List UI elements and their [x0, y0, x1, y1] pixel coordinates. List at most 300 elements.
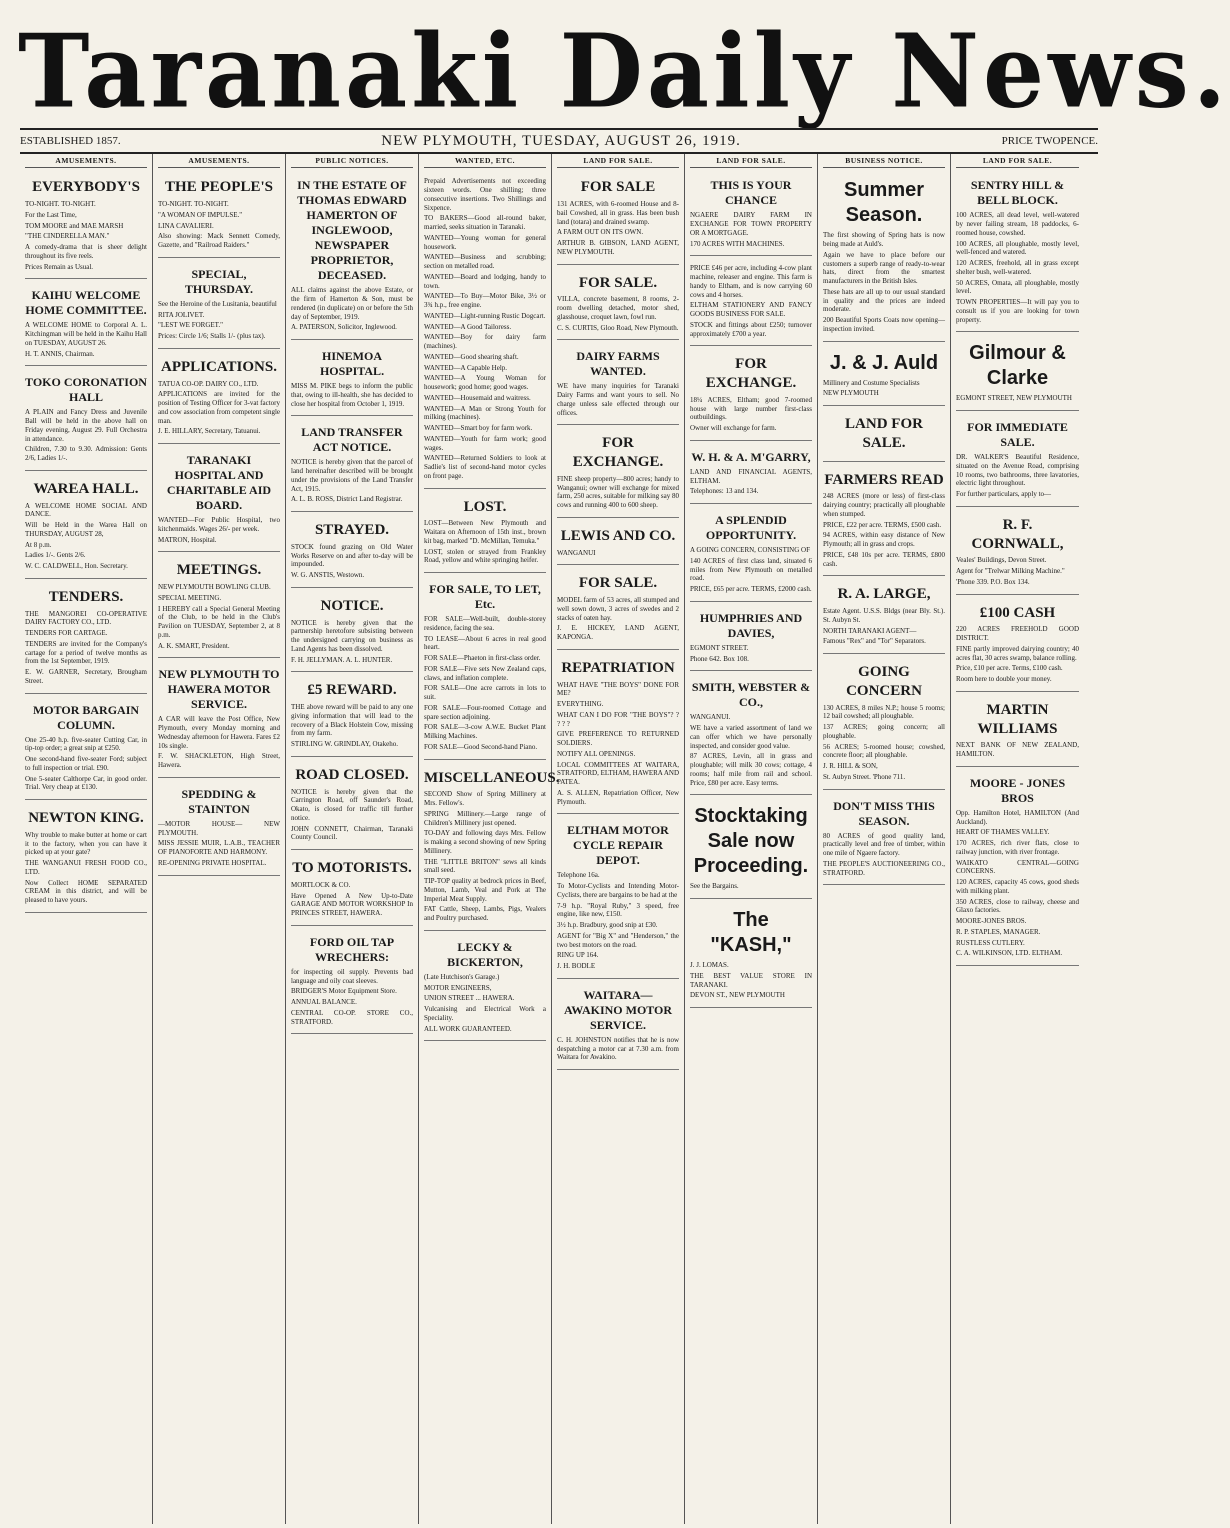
ad-title: ROAD CLOSED.	[295, 766, 409, 783]
ad-title: MEETINGS.	[176, 562, 262, 579]
ad-text: LOST—Between New Plymouth and Waitara on Afternoon of 15th inst., brown kit bag, marked "D. McMillan, Temuka."	[424, 519, 546, 545]
ad-title: MARTIN WILLIAMS	[977, 701, 1058, 737]
ad-text: One 5-seater Calthorpe Car, in good order. Trial. Very cheap at £130.	[25, 774, 147, 792]
ad-text: WANTED—Youth for farm work; good wages.	[424, 434, 546, 452]
advertisement	[25, 803, 147, 913]
ad-text: 170 ACRES WITH MACHINES.	[690, 239, 785, 248]
ad-text: ANNUAL BALANCE.	[291, 998, 357, 1007]
advertisement	[823, 409, 945, 462]
ad-text: 100 ACRES, all dead level, well-watered by never failing stream, 18 paddocks, 6-roomed house, cowshed.	[956, 211, 1079, 237]
ad-text: 80 ACRES of good quality land, practically level and free of timber, within one mile of Ngaere factory.	[823, 831, 945, 858]
ad-text: MATRON, Hospital.	[158, 535, 217, 544]
ad-title: DAIRY FARMS WANTED.	[576, 349, 660, 379]
ad-text: The first showing of Spring hats is now being made at Auld's.	[823, 231, 945, 249]
ad-text: W. C. CALDWELL, Hon. Secretary.	[25, 562, 128, 571]
ad-text: H. T. ANNIS, Chairman.	[25, 349, 95, 358]
ad-text: Why trouble to make butter at home or cart it to the factory, when you can have it picked up at your gate?	[25, 830, 147, 857]
ad-text: EVERYTHING.	[557, 700, 604, 709]
advertisement	[557, 568, 679, 650]
ad-text: 170 ACRES, rich river flats, close to railway junction, with river frontage.	[956, 839, 1079, 856]
ad-title: J. & J. Auld	[829, 351, 939, 374]
ad-text: J. J. LOMAS.	[690, 961, 729, 970]
ad-text: NORTH TARANAKI AGENT—	[823, 626, 917, 635]
ad-title: HUMPHRIES AND DAVIES,	[699, 610, 803, 640]
ad-text: A WELCOME HOME to Corporal A. L. Kitchingman will be held in the Kaihu Hall on TUESDAY, AUGUST 26.	[25, 321, 147, 347]
ad-title: FOR SALE	[580, 179, 656, 196]
advertisement	[424, 492, 546, 574]
ad-title: APPLICATIONS.	[161, 358, 277, 375]
advertisement	[823, 172, 945, 341]
advertisement	[690, 444, 812, 504]
ad-text: FOR SALE—Well-built, double-storey residence, facing the sea.	[424, 615, 546, 632]
advertisement	[557, 653, 679, 815]
ad-text: LINA CAVALIERI.	[158, 221, 214, 230]
ad-text: WANTED—Light-running Rustic Dogcart.	[424, 311, 546, 320]
masthead-title: Taranaki Daily News.	[18, 12, 1230, 131]
ad-text: Vulcanising and Electrical Work a Speciality.	[424, 1005, 546, 1022]
advertisement	[291, 515, 413, 588]
ad-text: MORTLOCK & CO.	[291, 880, 351, 889]
ad-title: R. A. LARGE,	[837, 586, 931, 603]
ad-text: W. G. ANSTIS, Westown.	[291, 571, 365, 580]
advertisement	[690, 349, 812, 441]
ad-text: MOTOR ENGINEERS,	[424, 983, 492, 992]
ad-text: A. L. B. ROSS, District Land Registrar.	[291, 495, 403, 504]
ad-title: FOR EXCHANGE.	[572, 435, 664, 471]
ad-text: 220 ACRES FREEHOLD GOOD DISTRICT.	[956, 625, 1079, 643]
ad-text: ELTHAM STATIONERY AND FANCY GOODS BUSINESS FOR SALE.	[690, 301, 812, 319]
ad-text: BRIDGER'S Motor Equipment Store.	[291, 987, 397, 996]
advertisement	[291, 343, 413, 416]
column-heading: LAND FOR SALE.	[557, 154, 679, 168]
ad-text: Telephone 16a.	[557, 871, 600, 880]
ad-text: 56 ACRES; 5-roomed house; cowshed, concrete floor; all ploughable.	[823, 742, 945, 760]
ad-title: KAIHU WELCOME HOME COMMITTEE.	[25, 288, 147, 318]
advertisement	[956, 598, 1079, 692]
ad-text: (Late Hutchison's Garage.)	[424, 972, 500, 981]
ad-title: ELTHAM MOTOR CYCLE REPAIR DEPOT.	[567, 823, 669, 868]
ad-title: NEW PLYMOUTH TO HAWERA MOTOR SERVICE.	[158, 667, 280, 712]
ad-text: FINE sheep property—800 acres; handy to Wanganui; owner will exchange for mixed farm, 250 acres, suitable for milking say 80 cows and running 400 to 600 sheep.	[557, 474, 679, 510]
ad-text: CENTRAL CO-OP. STORE CO., STRATFORD.	[291, 1008, 413, 1026]
ad-text: 131 ACRES, with 6-roomed House and 8-bail Cowshed, all in grass. Has been bush land (totara) and drained swamp.	[557, 200, 679, 226]
ad-text: THE MANGOREI CO-OPERATIVE DAIRY FACTORY CO., LTD.	[25, 609, 147, 627]
ad-title: THE PEOPLE'S	[165, 179, 273, 196]
ad-title: GOING CONCERN	[846, 664, 922, 699]
ad-text: TO-DAY and following days Mrs. Fellow is making a second showing of new Spring Millinery.	[424, 829, 546, 855]
column-5	[552, 154, 685, 1524]
ad-text: J. H. BODLE	[557, 962, 596, 971]
ad-text: PRICE, £22 per acre. TERMS, £500 cash.	[823, 520, 942, 529]
ad-text: FINE partly improved dairying country; 40 acres flat, 30 acres swamp, balance rolling.	[956, 644, 1079, 662]
ad-text: STOCK found grazing on Old Water Works Reserve on and after to-day will be impounded.	[291, 542, 413, 569]
columns-container	[20, 154, 1100, 1524]
ad-text: WANTED—A Man or Strong Youth for milking (machines).	[424, 404, 546, 422]
ad-title: EVERYBODY'S	[32, 179, 140, 196]
ad-text: EGMONT STREET, NEW PLYMOUTH	[956, 394, 1072, 403]
ad-text: WANTED—Good shearing shaft.	[424, 352, 519, 361]
ad-text: WANTED—Returned Soldiers to look at Sadlie's list of second-hand motor cycles on front page.	[424, 454, 546, 480]
ad-text: TO-NIGHT. TO-NIGHT.	[158, 200, 229, 209]
ad-text: DEVON ST., NEW PLYMOUTH	[690, 991, 785, 1000]
ad-text: A. K. SMART, President.	[158, 641, 230, 650]
ad-text: FOR SALE—3-cow A.W.E. Bucket Plant Milking Machines.	[424, 723, 546, 741]
advertisement	[557, 982, 679, 1070]
advertisement	[291, 853, 413, 926]
ad-text: See the Heroine of the Lusitania, beautiful	[158, 299, 277, 308]
ad-title: HINEMOA HOSPITAL.	[319, 349, 385, 379]
ad-text: Price, £10 per acre. Terms, £100 cash.	[956, 664, 1063, 673]
ad-text: WAIKATO CENTRAL—GOING CONCERNS.	[956, 858, 1079, 876]
ad-text: FOR SALE—Good Second-hand Piano.	[424, 742, 538, 751]
advertisement	[690, 605, 812, 672]
ad-text: 94 ACRES, within easy distance of New Plymouth; all in grass and crops.	[823, 531, 945, 549]
dateline	[20, 128, 1098, 154]
ad-text: for inspecting oil supply. Prevents bad language and oily coat sleeves.	[291, 967, 413, 985]
ad-text: Have Opened A New Up-to-Date GARAGE AND MOTOR WORKSHOP In PRINCES STREET, HAWERA.	[291, 891, 413, 918]
ad-title: R. F. CORNWALL,	[971, 516, 1064, 552]
ad-text: Agent for "Trelwar Milking Machine."	[956, 567, 1065, 576]
advertisement	[25, 582, 147, 694]
ad-text: HEART OF THAMES VALLEY.	[956, 828, 1050, 837]
column-1	[20, 154, 153, 1524]
ad-text: FOR SALE—Five sets New Zealand caps, claws, and inflation complete.	[424, 664, 546, 682]
ad-text: J. E. HILLARY, Secretary, Tatuanui.	[158, 427, 261, 436]
ad-text: NOTIFY ALL OPENINGS.	[557, 749, 636, 758]
ad-text: WANTED—For Public Hospital, two kitchenmaids. Wages 26/- per week.	[158, 516, 280, 533]
ad-text: One second-hand five-seater Ford; subject to full inspection or trial. £90.	[25, 755, 147, 772]
advertisement	[956, 510, 1079, 595]
ad-text: To Motor-Cyclists and Intending Motor-Cyclists, there are bargains to be had at the	[557, 882, 679, 899]
ad-text: A WELCOME HOME SOCIAL AND DANCE.	[25, 501, 147, 519]
advertisement	[690, 507, 812, 602]
ad-title: TOKO CORONATION HALL	[25, 375, 147, 405]
ad-text: THE above reward will be paid to any one giving information that will lead to the recovery of a Black Holstein Cow, missing from my farm.	[291, 703, 413, 738]
ad-text: I HEREBY call a Special General Meeting of the Club, to be held in the Club's Pavilion on TUESDAY, September 2, at 8 p.m.	[158, 604, 280, 639]
ad-text: 50 ACRES, Omata, all ploughable, mostly level.	[956, 278, 1079, 296]
ad-text: 87 ACRES, Levin, all in grass and ploughable; will milk 30 cows; cottage, 4 rooms; half mile from rail and school. Price, £80 per acre. Easy terms.	[690, 752, 812, 787]
advertisement	[956, 695, 1079, 767]
ad-text: TO-NIGHT. TO-NIGHT.	[25, 200, 96, 209]
ad-title: SPEDDING & STAINTON	[181, 786, 257, 816]
ad-text: WANTED—To Buy—Motor Bike, 3½ or 3¾ h.p., free engine.	[424, 292, 546, 310]
ad-text: See the Bargains.	[690, 882, 739, 891]
ad-text: GIVE PREFERENCE TO RETURNED SOLDIERS.	[557, 730, 679, 748]
ad-text: 200 Beautiful Sports Coats now opening—inspection invited.	[823, 316, 945, 333]
ad-title: Gilmour & Clarke	[969, 342, 1066, 390]
advertisement	[823, 657, 945, 790]
ad-text: A PLAIN and Fancy Dress and Juvenile Ball will be held in the above hall on Friday evening, August 29. Full Orchestra in attendance.	[25, 408, 147, 443]
ad-text: LOCAL COMMITTEES AT WAITARA, STRATFORD, ELTHAM, HAWERA AND PATEA.	[557, 760, 679, 787]
ad-text: ARTHUR B. GIBSON, LAND AGENT, NEW PLYMOUTH.	[557, 239, 679, 256]
advertisement	[823, 793, 945, 886]
advertisement	[424, 172, 546, 488]
ad-text: These hats are all up to our usual standard in quality and the prices are indeed moderate.	[823, 287, 945, 314]
column-heading: PUBLIC NOTICES.	[291, 154, 413, 168]
ad-text: Veales' Buildings, Devon Street.	[956, 556, 1047, 565]
column-6	[685, 154, 818, 1524]
ad-text: J. R. HILL & SON,	[823, 762, 878, 771]
ad-text: NOTICE is hereby given that the partnership heretofore subsisting between the undersigned carrying on business as Land Agents has been dissolved.	[291, 618, 413, 653]
column-heading: AMUSEMENTS.	[25, 154, 147, 168]
ad-text: THE "LITTLE BRITON" sews all kinds small seed.	[424, 857, 546, 875]
ad-text: Opp. Hamilton Hotel, HAMILTON (And Auckland).	[956, 808, 1079, 826]
ad-text: A GOING CONCERN, CONSISTING OF	[690, 546, 810, 555]
ad-text: R. P. STAPLES, MANAGER.	[956, 927, 1041, 936]
ad-title: SENTRY HILL & BELL BLOCK.	[970, 178, 1065, 208]
column-4	[419, 154, 560, 1524]
ad-title: THIS IS YOUR CHANCE	[710, 178, 792, 208]
column-heading: WANTED, ETC.	[424, 154, 546, 168]
ad-text: F. W. SHACKLETON, High Street, Hawera.	[158, 752, 280, 770]
ad-title: FOR SALE.	[578, 575, 658, 592]
ad-text: For the Last Time,	[25, 210, 77, 219]
ad-title: NOTICE.	[320, 597, 384, 614]
ad-text: WANTED—A Young Woman for housework; good home; good wages.	[424, 374, 546, 392]
ad-text: STOCK and fittings about £250; turnover approximately £700 a year.	[690, 320, 812, 338]
ad-text: Ladies 1/-. Gents 2/6.	[25, 551, 86, 560]
advertisement	[956, 172, 1079, 332]
ad-title: LECKY & BICKERTON,	[447, 939, 523, 969]
advertisement	[690, 674, 812, 795]
ad-text: NEXT BANK OF NEW ZEALAND, HAMILTON.	[956, 741, 1079, 759]
ad-text: SPECIAL MEETING.	[158, 593, 222, 602]
ad-text: THE PEOPLE'S AUCTIONEERING CO., STRATFORD.	[823, 859, 945, 877]
ad-text: 18¼ ACRES, Eltham; good 7-roomed house with large number first-class outbuildings.	[690, 395, 812, 422]
ad-text: 120 ACRES, capacity 45 cows, good sheds with milking plant.	[956, 878, 1079, 895]
advertisement	[823, 345, 945, 407]
ad-title: MOTOR BARGAIN COLUMN.	[32, 702, 140, 732]
ad-text: WE have many inquiries for Taranaki Dairy Farms and want yours to sell. No charge unless sale effected through our offices.	[557, 382, 679, 417]
ad-title: £5 REWARD.	[307, 682, 397, 699]
advertisement	[557, 521, 679, 566]
advertisement	[291, 419, 413, 512]
ad-text: NEW PLYMOUTH	[823, 389, 879, 398]
ad-text: THE BEST VALUE STORE IN TARANAKI.	[690, 971, 812, 989]
ad-title: Summer Season.	[843, 179, 925, 227]
ad-text: One 25-40 h.p. five-seater Cutting Car, in tip-top order; a great snip at £250.	[25, 735, 147, 753]
advertisement	[291, 172, 413, 340]
advertisement	[557, 343, 679, 425]
ad-title: WAREA HALL.	[33, 480, 139, 497]
ad-text: —MOTOR HOUSE— NEW PLYMOUTH.	[158, 819, 280, 837]
advertisement	[557, 428, 679, 518]
ad-title: TO MOTORISTS.	[292, 860, 412, 877]
ad-title: WAITARA—AWAKINO MOTOR SERVICE.	[563, 987, 673, 1032]
ad-text: WANTED—A Good Tailoress.	[424, 322, 512, 331]
ad-text: TENDERS are invited for the Company's cartage for a period of twelve months as from the 1st September, 1919.	[25, 639, 147, 666]
ad-text: WHAT HAVE "THE BOYS" DONE FOR ME?	[557, 680, 679, 698]
ad-text: 130 ACRES, 8 miles N.P.; house 5 rooms; 12 bail cowshed; all ploughable.	[823, 703, 945, 721]
ad-title: DON'T MISS THIS SEASON.	[833, 798, 935, 828]
ad-text: FAT Cattle, Sheep, Lambs, Pigs, Vealers and Poultry purchased.	[424, 905, 546, 923]
ad-text: ALL WORK GUARANTEED.	[424, 1024, 512, 1033]
ad-text: A. PATERSON, Solicitor, Inglewood.	[291, 323, 397, 332]
ad-text: Now Collect HOME SEPARATED CREAM in this district, and will be pleased to have yours.	[25, 878, 147, 905]
ad-text: WANTED—Smart boy for farm work.	[424, 424, 533, 433]
ad-text: Estate Agent. U.S.S. Bldgs (near Bly. St.). St. Aubyn St.	[823, 607, 945, 624]
ad-text: MODEL farm of 53 acres, all stumped and well sown down, 3 acres of swedes and 2 stacks of oaten hay.	[557, 596, 679, 622]
ad-title: LAND FOR SALE.	[845, 416, 923, 451]
advertisement	[690, 259, 812, 346]
ad-title: IN THE ESTATE OF THOMAS EDWARD HAMERTON OF INGLEWOOD, NEWSPAPER PROPRIETOR, DECEASED.	[297, 178, 407, 283]
ad-text: RUSTLESS CUTLERY.	[956, 938, 1025, 947]
ad-text: MISS M. PIKE begs to inform the public that, owing to ill-health, she has decided to close her hospital from October 1, 1919.	[291, 382, 413, 408]
column-3	[286, 154, 419, 1524]
ad-text: LAND AND FINANCIAL AGENTS, ELTHAM.	[690, 467, 812, 485]
ad-text: SPRING Millinery.—Large range of Children's Millinery just opened.	[424, 809, 546, 827]
ad-text: LOST, stolen or strayed from Frankley Road, yellow and white springing heifer.	[424, 547, 546, 565]
advertisement	[291, 929, 413, 1035]
ad-text: A comedy-drama that is sheer delight throughout its five reels.	[25, 243, 147, 260]
ad-text: At 8 p.m.	[25, 540, 52, 549]
advertisement	[291, 675, 413, 757]
advertisement	[956, 414, 1079, 507]
ad-title: SPECIAL, THURSDAY.	[184, 266, 254, 296]
ad-text: A. S. ALLEN, Repatriation Officer, New Plymouth.	[557, 788, 679, 806]
ad-text: WANTED—Business and scrubbing; section on metalled road.	[424, 253, 546, 271]
ad-title: STRAYED.	[314, 522, 390, 539]
advertisement	[158, 661, 280, 778]
ad-text: TOWN PROPERTIES—It will pay you to consult us if you are looking for town property.	[956, 298, 1079, 324]
ad-text: St. Aubyn Street. 'Phone 711.	[823, 772, 906, 781]
ad-text: NGAERE DAIRY FARM IN EXCHANGE FOR TOWN PROPERTY OR A MORTGAGE.	[690, 211, 812, 237]
ad-text: For further particulars, apply to—	[956, 490, 1052, 499]
column-8	[951, 154, 1084, 1524]
ad-text: PRICE, £48 10s per acre. TERMS, £800 cash.	[823, 550, 945, 568]
ad-title: SMITH, WEBSTER & CO.,	[691, 680, 811, 710]
column-2	[153, 154, 286, 1524]
ad-title: FOR SALE, TO LET, Etc.	[429, 582, 541, 612]
ad-text: WANTED—Young woman for general housework.	[424, 233, 546, 251]
advertisement	[25, 282, 147, 366]
ad-text: Millinery and Costume Specialists	[823, 378, 920, 387]
ad-title: FORD OIL TAP WRECHERS:	[309, 934, 395, 964]
ad-text: WANTED—Housemaid and waitress.	[424, 393, 531, 402]
ad-text: 350 ACRES, close to railway, cheese and Glaxo factories.	[956, 897, 1079, 915]
ad-text: Phone 642. Box 108.	[690, 654, 749, 663]
ad-title: LAND TRANSFER ACT NOTICE.	[301, 425, 403, 455]
ad-text: Prices: Circle 1/6; Stalls 1/- (plus tax).	[158, 332, 266, 341]
ad-text: A CAR will leave the Post Office, New Plymouth, every Monday morning and Wednesday afternoon for Hawera. Fares £2 10s single.	[158, 715, 280, 750]
advertisement	[158, 172, 280, 258]
advertisement	[291, 591, 413, 673]
ad-title: TARANAKI HOSPITAL AND CHARITABLE AID BOARD.	[166, 453, 272, 513]
ad-text: Prices Remain as Usual.	[25, 262, 94, 271]
column-heading: LAND FOR SALE.	[690, 154, 812, 168]
ad-text: 120 ACRES, freehold, all in grass except shelter bush, well-watered.	[956, 259, 1079, 276]
ad-text: Telephones: 13 and 134.	[690, 487, 759, 496]
ad-text: FOR SALE—One acre carrots in lots to suit.	[424, 684, 546, 702]
ad-text: NOTICE is hereby given that the parcel of land hereinafter described will be brought under the provisions of the Land Transfer Act, 1915.	[291, 458, 413, 493]
ad-title: The "KASH,"	[710, 909, 792, 957]
ad-text: 100 ACRES, all ploughable, mostly level, well-fenced and watered.	[956, 239, 1079, 257]
advertisement	[25, 697, 147, 801]
advertisement	[25, 474, 147, 579]
ad-text: VILLA, concrete basement, 8 rooms, 2-room dwelling detached, motor shed, glasshouse, croquet lawn, fowl run.	[557, 295, 679, 321]
advertisement	[956, 770, 1079, 966]
advertisement	[823, 465, 945, 577]
advertisement	[158, 447, 280, 552]
ad-text: C. H. JOHNSTON notifies that he is now despatching a motor car at 7.30 a.m. from Waitara for Awakino.	[557, 1035, 679, 1062]
ad-text: Prepaid Advertisements not exceeding sixteen words. One shilling; three consecutive insertions. Two Shillings and Sixpence.	[424, 177, 546, 212]
advertisement	[956, 335, 1079, 411]
ad-text: J. E. HICKEY, LAND AGENT, KAPONGA.	[557, 624, 679, 642]
ad-text: E. W. GARNER, Secretary, Brougham Street.	[25, 668, 147, 685]
ad-text: TOM MOORE and MAE MARSH	[25, 221, 124, 230]
advertisement	[158, 261, 280, 349]
established-text: ESTABLISHED 1857.	[20, 135, 121, 147]
ad-text: Children, 7.30 to 9.30. Admission: Gents 2/6, Ladies 1/-.	[25, 445, 147, 463]
ad-text: PRICE, £65 per acre. TERMS, £2000 cash.	[690, 585, 812, 594]
ad-text: Also showing: Mack Sennett Comedy, Gazette, and "Railroad Raiders."	[158, 232, 280, 250]
ad-text: F. H. JELLYMAN. A. L. HUNTER.	[291, 655, 393, 664]
ad-text: 7-9 h.p. "Royal Ruby," 3 speed, free engine, like new, £150.	[557, 901, 679, 919]
ad-text: DR. WALKER'S Beautiful Residence, situated on the Avenue Road, comprising 10 rooms, two bathrooms, three lavatories, electric light throughout.	[956, 453, 1079, 488]
ad-text: A FARM OUT ON ITS OWN.	[557, 228, 644, 237]
ad-text: WANTED—A Capable Help.	[424, 363, 508, 372]
advertisement	[690, 172, 812, 256]
ad-text: WANGANUI	[557, 548, 596, 557]
ad-title: NEWTON KING.	[28, 810, 144, 827]
advertisement	[291, 760, 413, 850]
ad-text: Again we have to place before our customers a superb range of ready-to-wear hats, direct from the smartest manufacturers in the British Isles.	[823, 250, 945, 286]
ad-text: PRICE £46 per acre, including 4-cow plant machine, releaser and engine. This farm is handy to Eltham, and is now carrying 60 cows and 4 horses.	[690, 264, 812, 299]
ad-text: "THE CINDERELLA MAN."	[25, 232, 110, 241]
ad-text: FOR SALE—Phaeton in first-class order.	[424, 654, 541, 663]
ad-text: TO LEASE—About 6 acres in real good heart.	[424, 634, 546, 652]
ad-title: LEWIS AND CO.	[560, 527, 676, 544]
ad-text: WANGANUI.	[690, 713, 731, 722]
ad-title: MOORE - JONES BROS	[969, 775, 1066, 805]
ad-text: RING UP 164.	[557, 951, 599, 960]
price-text: PRICE TWOPENCE.	[1001, 135, 1098, 147]
ad-title: LOST.	[463, 498, 507, 515]
advertisement	[158, 555, 280, 658]
ad-text: UNION STREET ... HAWERA.	[424, 994, 515, 1003]
ad-text: NOTICE is hereby given that the Carrington Road, off Saunder's Road, Okato, is closed for traffic till further notice.	[291, 787, 413, 822]
ad-text: "LEST WE FORGET."	[158, 321, 224, 330]
advertisement	[25, 172, 147, 279]
ad-text: AGENT for "Big X" and "Henderson," the two best motors on the road.	[557, 931, 679, 949]
ad-text: 3½ h.p. Bradbury, good snip at £30.	[557, 921, 658, 930]
advertisement	[158, 781, 280, 876]
ad-text: TENDERS FOR CARTAGE.	[25, 629, 108, 638]
ad-title: FOR EXCHANGE.	[705, 356, 797, 392]
ad-title: Stocktaking Sale now Proceeding.	[693, 805, 809, 878]
ad-text: Famous "Rex" and "Tor" Separators.	[823, 637, 926, 646]
advertisement	[424, 763, 560, 931]
advertisement	[690, 798, 812, 899]
ad-text: 137 ACRES; going concern; all ploughable.	[823, 723, 945, 740]
ad-title: A SPLENDID OPPORTUNITY.	[705, 513, 797, 543]
ad-title: FARMERS READ	[824, 471, 944, 488]
advertisement	[557, 268, 679, 341]
ad-text: STIRLING W. GRINDLAY, Otakeho.	[291, 740, 398, 749]
ad-text: THE WANGANUI FRESH FOOD CO., LTD.	[25, 859, 147, 876]
ad-text: Room here to double your money.	[956, 675, 1052, 684]
ad-text: 248 ACRES (more or less) of first-class dairying country; practically all ploughable when stumped.	[823, 492, 945, 518]
ad-text: FOR SALE—Four-roomed Cottage and spare section adjoining.	[424, 703, 546, 721]
advertisement	[690, 902, 812, 1008]
advertisement	[823, 579, 945, 654]
ad-text: JOHN CONNETT, Chairman, Taranaki County Council.	[291, 824, 413, 842]
ad-title: TENDERS.	[48, 588, 124, 605]
ad-text: EGMONT STREET.	[690, 643, 749, 652]
ad-text: ALL claims against the above Estate, or the firm of Hamerton & Son, must be rendered (in duplicate) on or before the 5th day of September, 1919.	[291, 286, 413, 321]
column-heading: BUSINESS NOTICE.	[823, 154, 945, 168]
ad-text: MISS JESSIE MUIR, L.A.B., TEACHER OF PIANOFORTE AND HARMONY.	[158, 839, 280, 857]
